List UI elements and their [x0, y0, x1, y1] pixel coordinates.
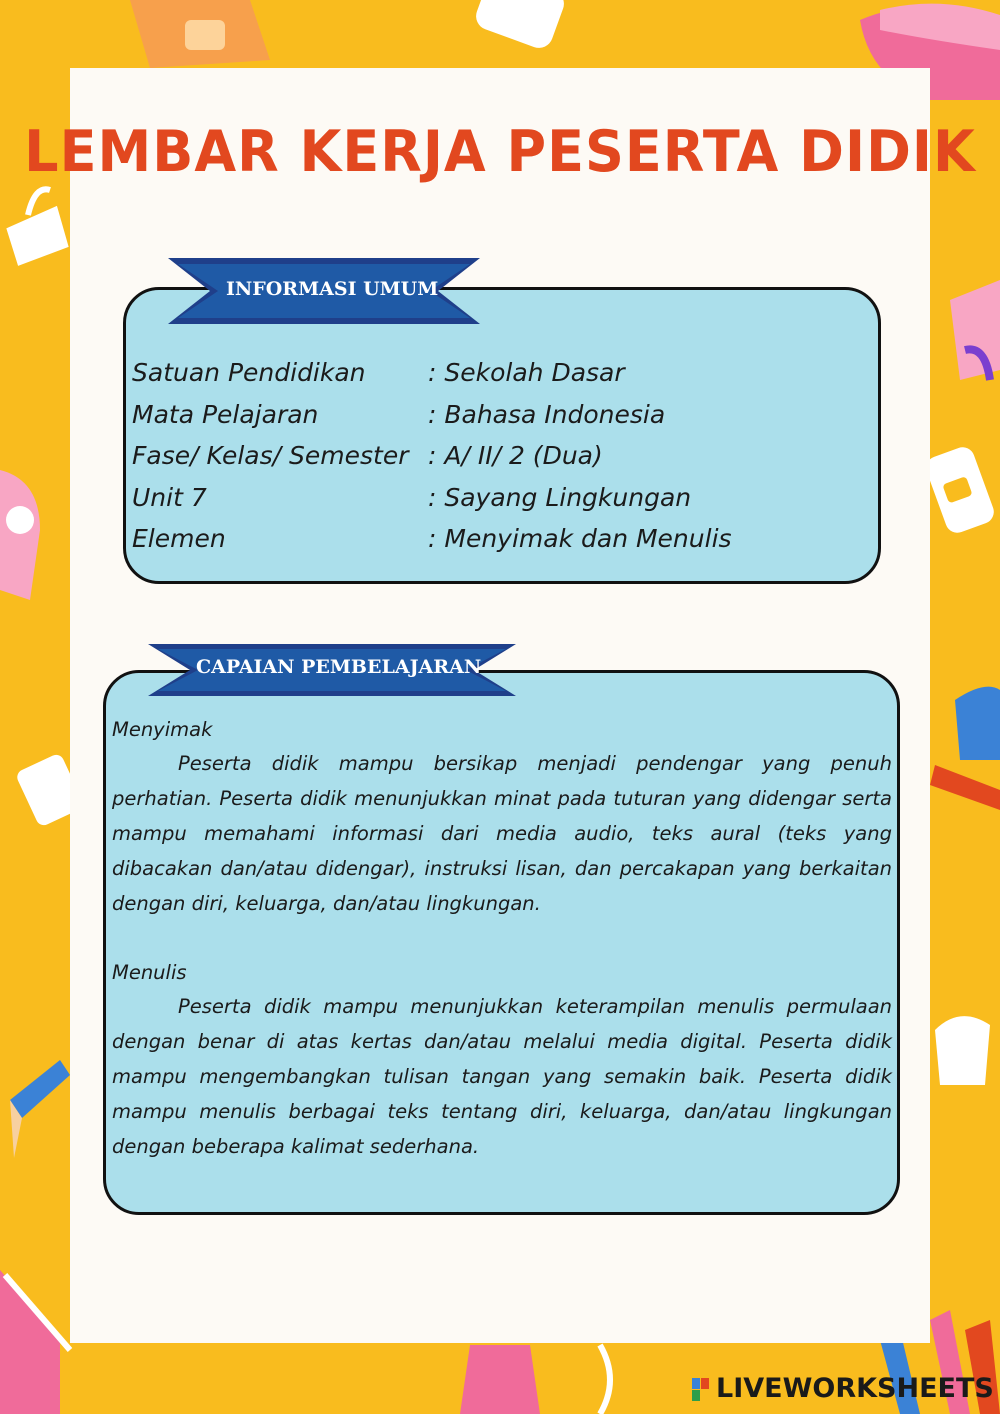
- capaian-content: [112, 718, 892, 1164]
- info-value: : Bahasa Indonesia: [428, 400, 666, 429]
- capaian-heading: CAPAIAN PEMBELAJARAN: [196, 656, 482, 678]
- menyimak-text: Peserta didik mampu bersikap menjadi pendengar yang penuh perhatian. Peserta didik menunjukkan minat pada tuturan yang didengar serta mampu memahami informasi dari media audio, teks aural (teks yang dibacakan dan/atau didengar), instruksi lisan, dan percakapan yang berkaitan dengan diri, keluarga, dan/atau lingkungan.: [112, 752, 892, 915]
- info-label: Unit 7: [132, 483, 207, 512]
- info-value: : Sayang Lingkungan: [428, 483, 692, 512]
- liveworksheets-logo-icon: [692, 1378, 710, 1402]
- menulis-text: Peserta didik mampu menunjukkan keterampilan menulis permulaan dengan benar di atas kertas dan/atau melalui media digital. Peserta didik mampu mengembangkan tulisan tangan yang semakin baik. Peserta didik mampu menulis berbagai teks tentang diri, keluarga, dan/atau lingkungan dengan beberapa kalimat sederhana.: [112, 995, 892, 1158]
- page-title: LEMBAR KERJA PESERTA DIDIK: [24, 118, 976, 185]
- menulis-title: Menulis: [112, 961, 187, 984]
- info-label: Satuan Pendidikan: [132, 358, 366, 387]
- info-value: : A/ II/ 2 (Dua): [428, 441, 603, 470]
- info-label: Mata Pelajaran: [132, 400, 319, 429]
- info-label: Elemen: [132, 524, 226, 553]
- menyimak-title: Menyimak: [112, 718, 213, 741]
- brand-name: LIVEWORKSHEETS: [716, 1373, 994, 1404]
- informasi-umum-heading: INFORMASI UMUM: [226, 278, 439, 300]
- info-value: : Menyimak dan Menulis: [428, 524, 732, 553]
- info-label: Fase/ Kelas/ Semester: [132, 441, 409, 470]
- info-value: : Sekolah Dasar: [428, 358, 625, 387]
